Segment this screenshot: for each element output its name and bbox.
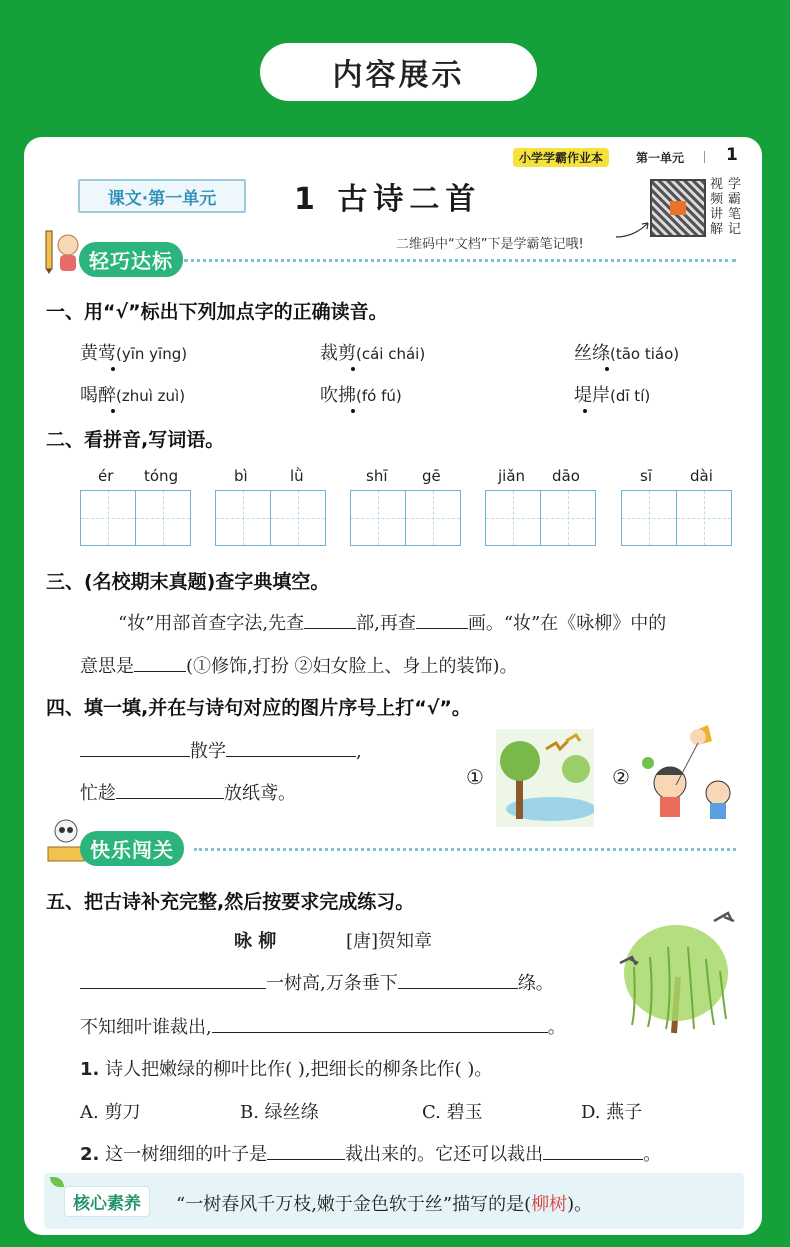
section-easy-title: 轻巧达标 (79, 242, 183, 277)
book-title-tag: 小学学霸作业本 (513, 148, 609, 167)
q1-word: 堤岸 (574, 385, 610, 406)
pinyin-label: ér (98, 467, 114, 485)
workbook-page (24, 137, 762, 1235)
core-answer: 柳树 (531, 1194, 568, 1215)
emphasis-dot (605, 367, 609, 371)
fill-blank[interactable] (416, 611, 468, 629)
q1-pinyin-option[interactable]: (yīn yīng) (116, 345, 188, 363)
q1-word: 吹拂 (320, 385, 356, 406)
fill-blank[interactable] (267, 1142, 345, 1160)
emphasis-dot (111, 409, 115, 413)
qr-label-notes: 学霸笔记 (728, 177, 742, 237)
writing-grid[interactable] (621, 490, 732, 546)
arrow-icon (614, 219, 654, 241)
q1-pinyin-option[interactable]: (tāo tiáo) (610, 345, 680, 363)
q1-word: 丝绦 (574, 343, 610, 364)
fill-blank[interactable] (134, 654, 186, 672)
fill-blank[interactable] (543, 1142, 643, 1160)
writing-grid[interactable] (215, 490, 326, 546)
writing-grid[interactable] (350, 490, 461, 546)
q1-word: 裁剪 (320, 343, 356, 364)
question-4-title: 四、填一填,并在与诗句对应的图片序号上打“√”。 (46, 697, 471, 719)
writing-grid[interactable] (485, 490, 596, 546)
choice-a[interactable]: A. 剪刀 (80, 1102, 141, 1123)
page-banner: 内容展示 (260, 43, 537, 101)
question-5-title: 五、把古诗补充完整,然后按要求完成练习。 (46, 891, 415, 913)
picture-option-1[interactable]: ① (466, 765, 484, 789)
writing-grid[interactable] (80, 490, 191, 546)
choice-b[interactable]: B. 绿丝绦 (240, 1102, 319, 1123)
subquestion-2: 2. 这一树细细的叶子是 裁出来的。它还可以裁出 。 (80, 1144, 662, 1165)
core-literacy-tag: 核心素养 (64, 1186, 150, 1217)
q4-line-2: 忙趁 放纸鸢。 (80, 783, 296, 804)
emphasis-dot (351, 409, 355, 413)
fill-blank[interactable] (212, 1015, 548, 1033)
unit-label: 课文·第一单元 (78, 179, 246, 213)
pinyin-label: dāo (552, 467, 580, 485)
choice-c[interactable]: C. 碧玉 (422, 1102, 483, 1123)
header-unit: 第一单元 (636, 151, 685, 165)
q1-pinyin-option[interactable]: (fó fú) (356, 387, 402, 405)
choice-d[interactable]: D. 燕子 (581, 1102, 643, 1123)
emphasis-dot (583, 409, 587, 413)
q1-pinyin-option[interactable]: (cái chái) (356, 345, 426, 363)
pinyin-label: dài (690, 467, 713, 485)
fill-blank[interactable] (226, 739, 356, 757)
pinyin-label: sī (640, 467, 652, 485)
emphasis-dot (111, 367, 115, 371)
header-divider (704, 151, 705, 163)
fill-blank[interactable] (80, 739, 190, 757)
dotted-divider (194, 848, 736, 851)
lesson-title: 1 古诗二首 (294, 182, 482, 217)
dotted-divider (184, 259, 736, 262)
cartoon-reader-icon (46, 817, 86, 865)
q1-word: 黄莺 (80, 343, 116, 364)
q1-pinyin-option[interactable]: (zhuì zuì) (116, 387, 186, 405)
qr-label-video: 视频讲解 (710, 177, 724, 237)
fill-blank[interactable] (116, 781, 224, 799)
q1-word: 喝醉 (80, 385, 116, 406)
q4-line-1: 散学 , (80, 737, 362, 763)
picture-option-2[interactable]: ② (612, 765, 630, 789)
q1-pinyin-option[interactable]: (dī tí) (610, 387, 651, 405)
willow-tree-image (614, 907, 744, 1037)
fill-blank[interactable] (398, 971, 518, 989)
q3-line-2: 意思是 (①修饰,打扮 ②妇女脸上、身上的装饰)。 (80, 656, 518, 677)
fill-blank[interactable] (304, 611, 356, 629)
kids-kite-image (636, 723, 740, 827)
pinyin-label: tóng (144, 467, 179, 485)
pinyin-label: bì (234, 467, 248, 485)
qr-note: 二维码中“文档”下是学霸笔记哦! (396, 237, 584, 252)
pinyin-label: gē (422, 467, 441, 485)
emphasis-dot (351, 367, 355, 371)
poem-title: 咏 柳 (234, 931, 277, 952)
page-number: 1 (726, 145, 738, 165)
question-1-title: 一、用“√”标出下列加点字的正确读音。 (46, 301, 388, 323)
poem-author: [唐]贺知章 (346, 931, 433, 952)
question-2-title: 二、看拼音,写词语。 (46, 429, 225, 451)
pinyin-label: jiǎn (498, 467, 526, 485)
core-literacy-text: “一树春风千万枝,嫩于金色软于丝”描写的是(柳树)。 (176, 1194, 593, 1215)
pinyin-label: lǜ (290, 467, 304, 485)
fill-blank[interactable] (80, 971, 266, 989)
poem-line-2: 不知细叶谁裁出, 。 (80, 1017, 566, 1038)
cartoon-pencil-icon (40, 227, 84, 275)
poem-line-1: 一树高,万条垂下 绦。 (80, 969, 554, 995)
section-challenge-title: 快乐闯关 (80, 831, 184, 866)
spring-scene-image (496, 729, 594, 827)
q3-line-1: “妆”用部首查字法,先查 部,再查 画。“妆”在《咏柳》中的 (118, 613, 667, 634)
pinyin-label: shī (366, 467, 388, 485)
qr-code-icon[interactable] (650, 179, 706, 237)
question-3-title: 三、(名校期末真题)查字典填空。 (46, 571, 330, 593)
subquestion-1: 1. 诗人把嫩绿的柳叶比作( ),把细长的柳条比作( )。 (80, 1059, 493, 1080)
